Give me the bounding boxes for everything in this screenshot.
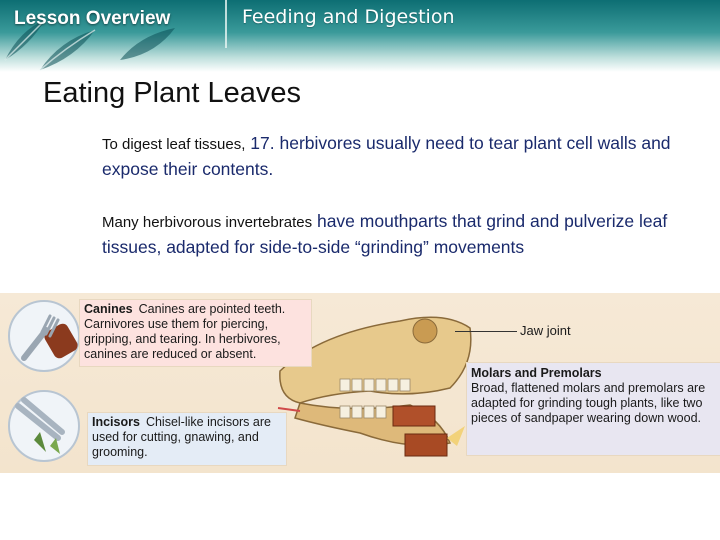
- lesson-overview-label: Lesson Overview: [14, 8, 171, 29]
- jaw-joint-label: Jaw joint: [520, 323, 571, 338]
- molars-heading: Molars and Premolars: [471, 366, 602, 380]
- slide-title: Eating Plant Leaves: [43, 77, 301, 109]
- bullet-lead: Many herbivorous invertebrates: [102, 214, 313, 231]
- incisors-heading: Incisors: [92, 415, 140, 429]
- bullet-lead: To digest leaf tissues,: [102, 136, 246, 153]
- incisors-callout: [88, 413, 286, 465]
- molars-callout: [467, 363, 720, 455]
- chapter-title: Feeding and Digestion: [242, 6, 455, 28]
- fork-icon: [6, 298, 82, 374]
- canines-text: Canines are pointed teeth. Carnivores use them for piercing, gripping, and tearing. In herbivores, canines are reduced or absent.: [84, 302, 286, 361]
- herbivore-teeth-figure: [0, 293, 720, 473]
- sandpaper-blocks-icon: [385, 398, 475, 470]
- bullet-paragraph: [102, 131, 702, 181]
- incisors-text: Chisel-like incisors are used for cutting, gnawing, and grooming.: [92, 415, 271, 459]
- canines-heading: Canines: [84, 302, 133, 316]
- canines-callout: [80, 300, 311, 366]
- bullet-paragraph: [102, 209, 702, 259]
- bullet-text: have mouthparts that grind and pulverize leaf tissues, adapted for side-to-side “grinding” movements: [102, 211, 668, 257]
- bullet-text: 17. herbivores usually need to tear plant cell walls and expose their contents.: [102, 133, 671, 179]
- header-divider: [225, 0, 227, 48]
- nail-clipper-icon: [6, 388, 82, 464]
- jaw-joint-leader-line: [455, 331, 517, 332]
- header-band: [0, 0, 720, 72]
- molars-text: Broad, flattened molars and premolars are adapted for grinding tough plants, like two pieces of sandpaper wearing down wood.: [471, 381, 706, 425]
